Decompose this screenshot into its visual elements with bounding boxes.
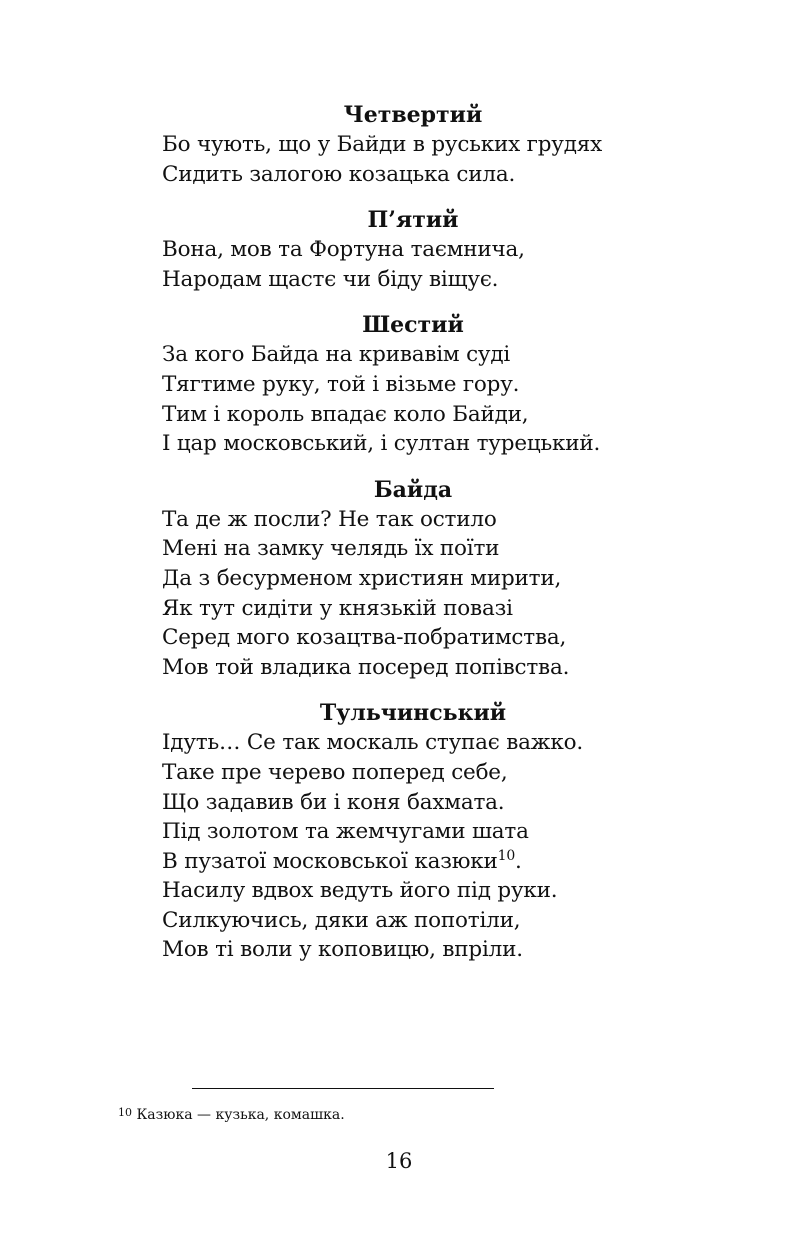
- footnote: [118, 1103, 345, 1125]
- verse-line: Народам щастє чи біду віщує.: [162, 266, 499, 292]
- page-number: 16: [385, 1149, 413, 1173]
- speaker-name: Тульчинський: [319, 700, 507, 727]
- verse-line: Вона, мов та Фортуна таємнича,: [162, 237, 525, 263]
- verse-line: Силкуючись, дяки аж попотіли,: [162, 907, 521, 933]
- stanza-shestyi: [162, 310, 682, 458]
- stanza-tulchynskyi: [162, 698, 682, 965]
- verse-line: Мов той владика посеред попівства.: [162, 654, 570, 680]
- verse-line: Насилу вдвох ведуть його під руки.: [162, 878, 558, 904]
- verse-line: Та де ж посли? Не так остило: [162, 506, 497, 532]
- verse-line: Як тут сидіти у князькій повазі: [162, 595, 513, 621]
- footnote-reference[interactable]: 10: [497, 847, 516, 864]
- line-end-period: .: [515, 848, 522, 874]
- verse-line: Мов ті воли у коповицю, впріли.: [162, 937, 523, 963]
- verse-line: Таке пре черево поперед себе,: [162, 759, 508, 785]
- verse-line: Ідуть… Се так москаль ступає важко.: [162, 730, 583, 756]
- stanza-chetvertyi: [162, 100, 682, 189]
- verse-line: Сидить залогою козацька сила.: [162, 161, 516, 187]
- verse-line: Бо чують, що у Байди в руських грудях: [162, 132, 603, 157]
- footnote-divider: [192, 1088, 494, 1089]
- verse-line: Да з бесурменом християн мирити,: [162, 565, 562, 591]
- speaker-name: Шестий: [362, 312, 464, 339]
- speaker-name: П’ятий: [367, 207, 459, 234]
- stanza-piatyi: [162, 205, 682, 294]
- stanza-baida: [162, 475, 682, 683]
- verse-line: За кого Байда на кривавім суді: [162, 342, 511, 368]
- verse-line: І цар московський, і султан турецький.: [162, 431, 601, 457]
- footnote-number: 10: [118, 1106, 132, 1119]
- speaker-name: Байда: [373, 476, 453, 503]
- verse-line: Під золотом та жемчугами шата: [162, 819, 529, 845]
- verse-line-text: В пузатої московської казюки: [162, 848, 498, 874]
- verse-line: Тим і король впадає коло Байди,: [162, 401, 529, 427]
- footnote-text: Казюка — кузька, комашка.: [132, 1107, 345, 1123]
- speaker-name: Четвертий: [343, 102, 483, 128]
- verse-line: [162, 847, 682, 877]
- verse-line: Серед мого козацтва-побратимства,: [162, 625, 567, 651]
- verse-line: Мені на замку челядь їх поїти: [162, 536, 500, 562]
- verse-line: Що задавив би і коня бахмата.: [162, 789, 505, 815]
- dialogue-text: [162, 100, 682, 981]
- verse-line: Тягтиме руку, той і візьме гору.: [162, 371, 520, 397]
